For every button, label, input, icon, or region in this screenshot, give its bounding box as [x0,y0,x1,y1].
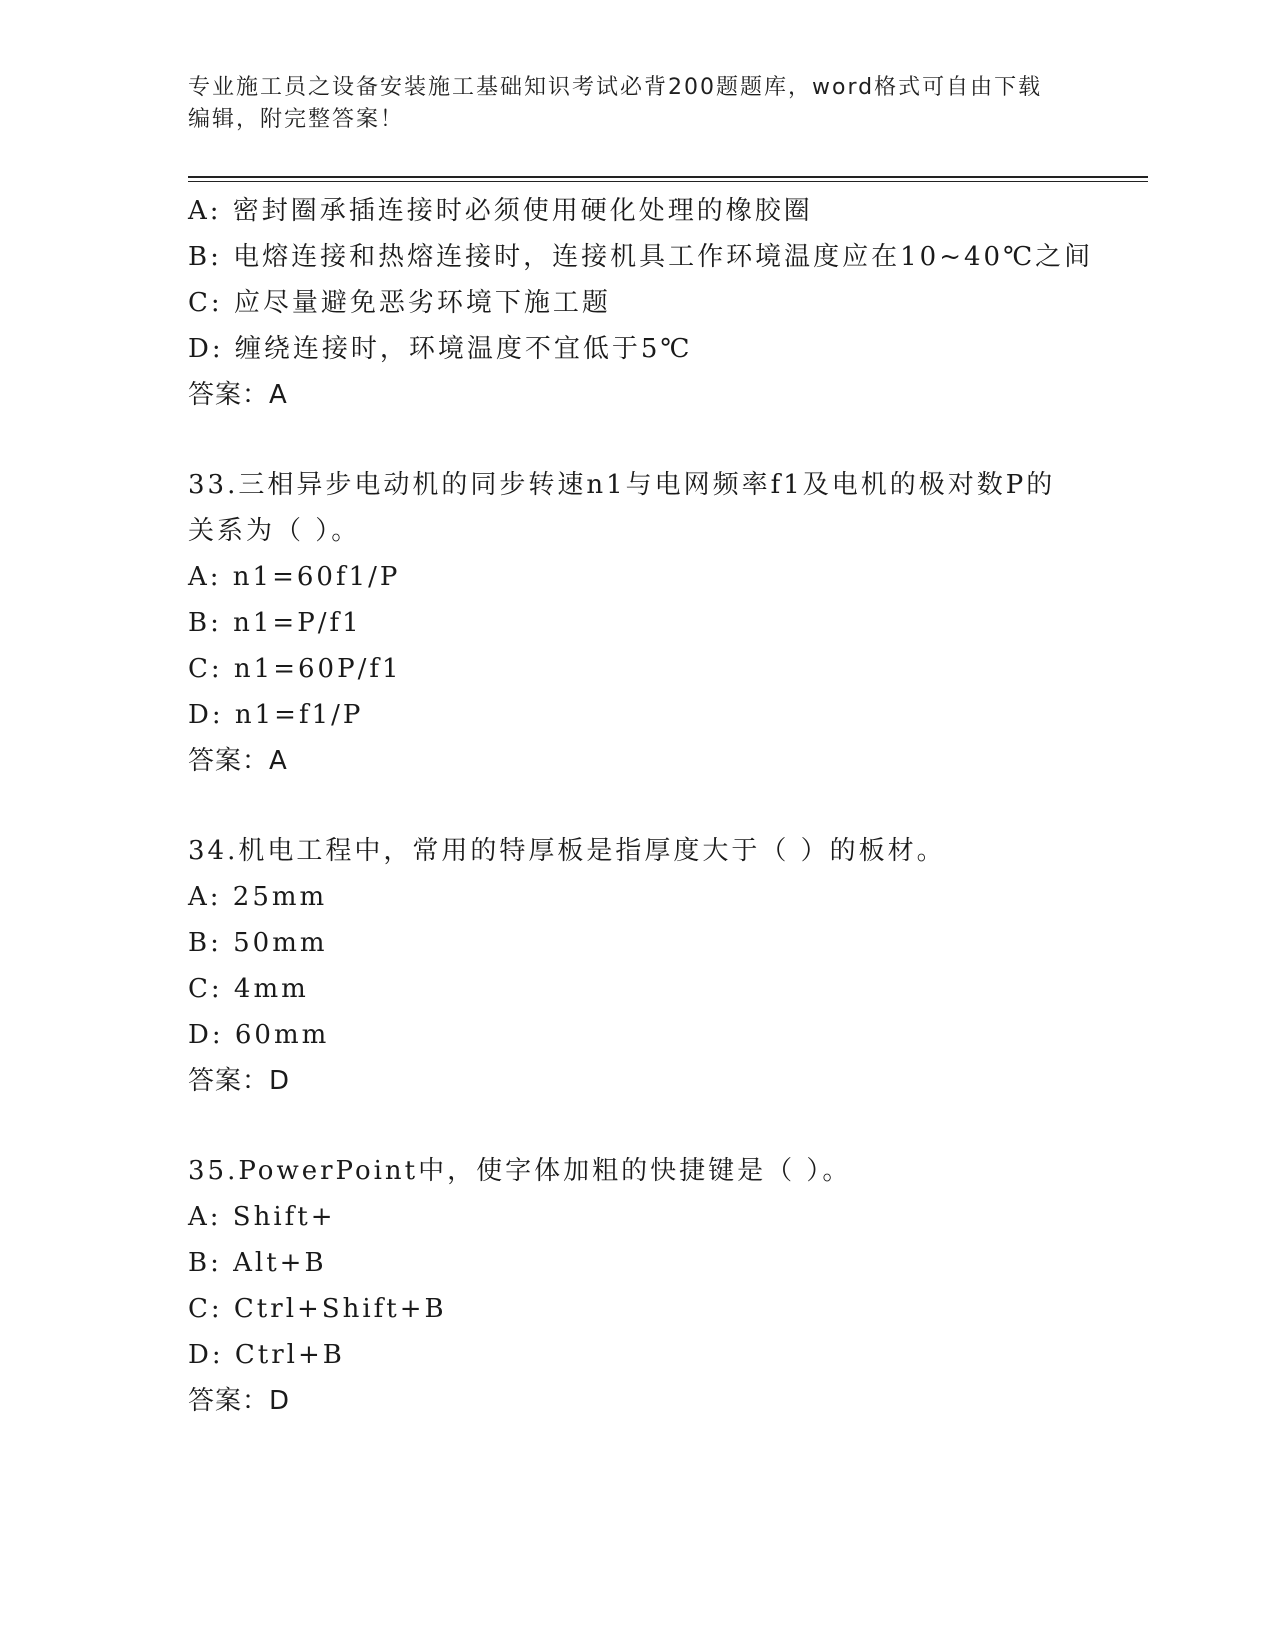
option-a: A: n1=60f1/P [188,562,401,592]
option-d: D: Ctrl+B [188,1340,345,1370]
option-d: D: 60mm [188,1020,330,1050]
question-34 [188,828,1088,1104]
spacer [188,418,1088,462]
spacer [188,1104,1088,1148]
question-text: 35.PowerPoint中，使字体加粗的快捷键是（ ）。 [188,1156,852,1186]
spacer [188,784,1088,828]
option-a: A: 25mm [188,882,328,912]
answer: 答案：A [188,380,288,410]
option-c: C: n1=60P/f1 [188,654,402,684]
answer: 答案：D [188,1066,291,1096]
option-b: B: 电熔连接和热熔连接时，连接机具工作环境温度应在10~40℃之间 [188,242,1094,272]
answer: 答案：D [188,1386,291,1416]
option-d: D: n1=f1/P [188,700,364,730]
option-b: B: n1=P/f1 [188,608,362,638]
question-32 [188,188,1094,418]
option-d: D: 缠绕连接时，环境温度不宜低于5℃ [188,334,693,364]
option-c: C: 应尽量避免恶劣环境下施工题 [188,288,611,318]
option-b: B: 50mm [188,928,328,958]
question-text: 33.三相异步电动机的同步转速n1与电网频率f1及电机的极对数P的 [188,470,1056,500]
option-c: C: 4mm [188,974,309,1004]
question-33 [188,462,1088,784]
header-line-1: 专业施工员之设备安装施工基础知识考试必背200题题库，word格式可自由下载 [188,75,1043,100]
answer: 答案：A [188,746,288,776]
option-b: B: Alt+B [188,1248,327,1278]
document-header [188,72,1068,136]
option-a: A: 密封圈承插连接时必须使用硬化处理的橡胶圈 [188,196,813,226]
question-text: 34.机电工程中，常用的特厚板是指厚度大于（ ）的板材。 [188,836,946,866]
question-list [188,188,1094,1424]
option-a: A: Shift+ [188,1202,336,1232]
header-line-2: 编辑，附完整答案！ [188,107,405,132]
question-35 [188,1148,1088,1424]
header-divider [188,176,1148,182]
question-text-cont: 关系为（ ）。 [188,516,361,546]
option-c: C: Ctrl+Shift+B [188,1294,447,1324]
